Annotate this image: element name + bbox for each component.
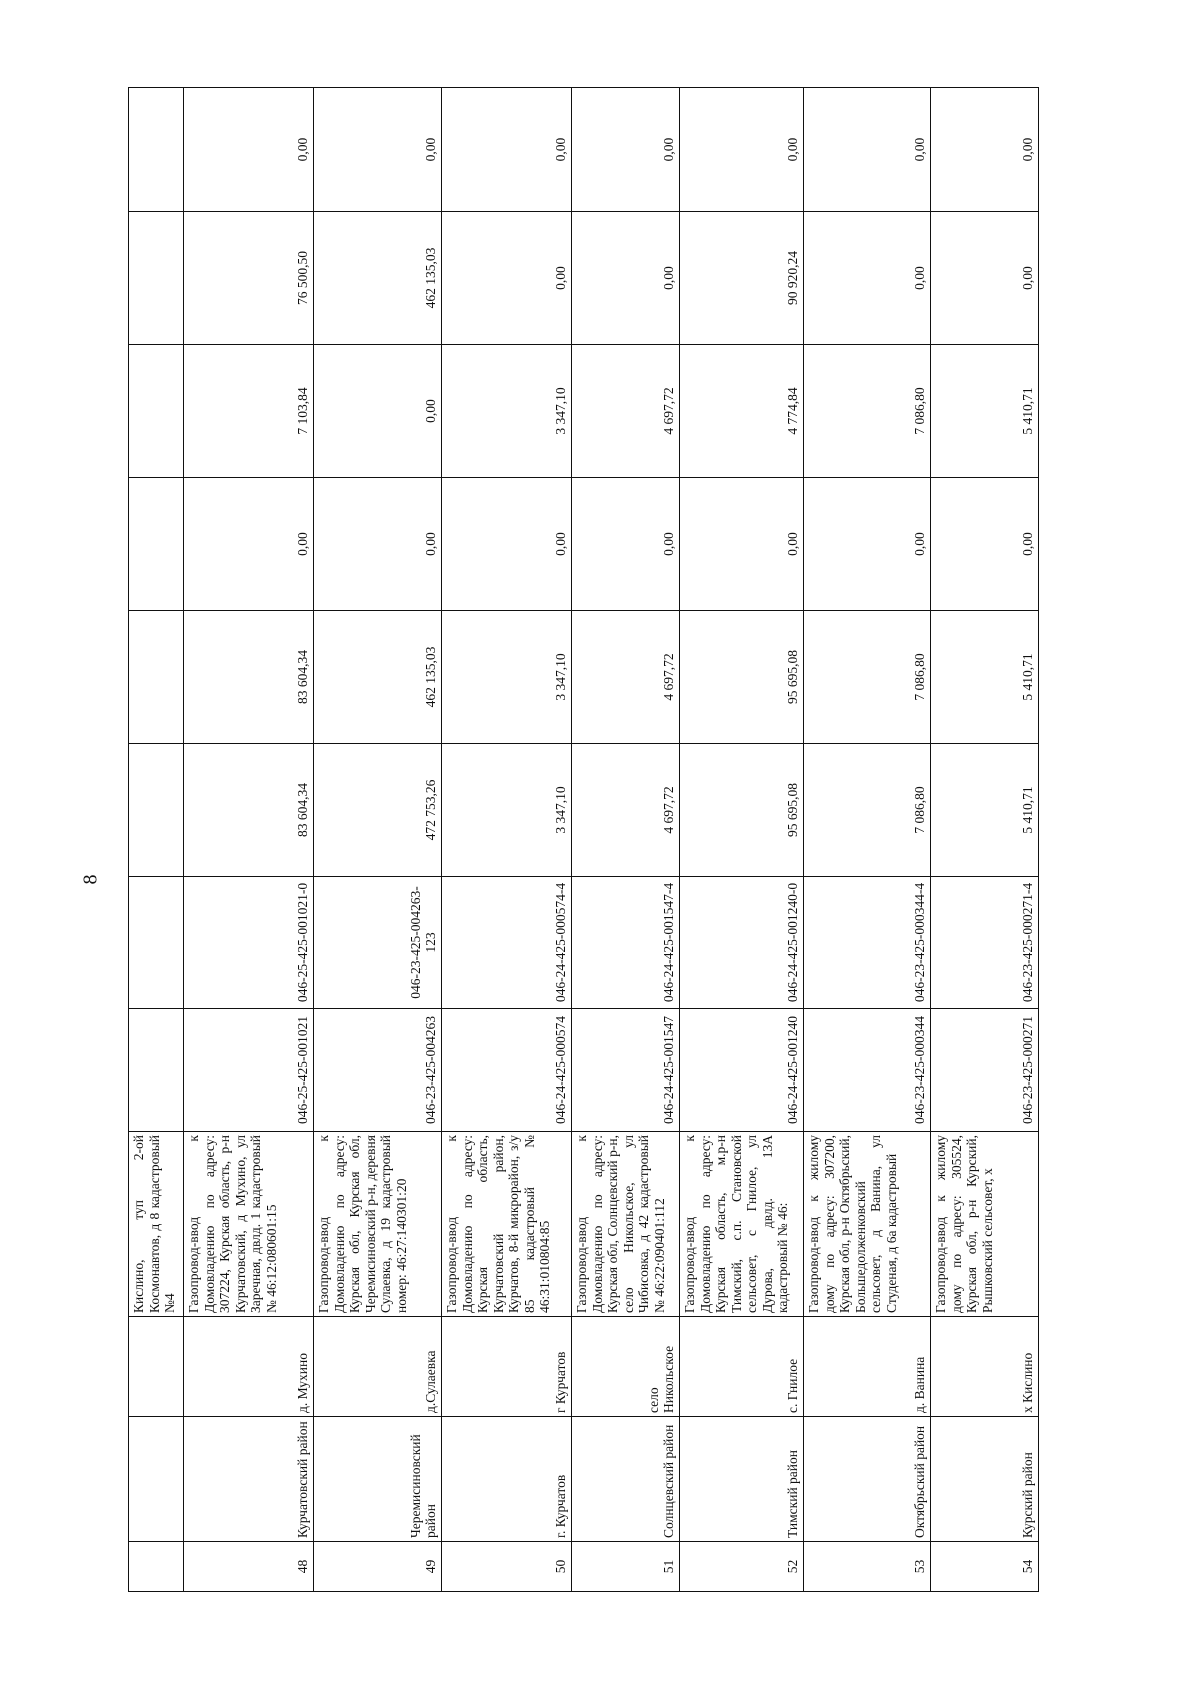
table-row — [184, 88, 314, 1592]
value-5-cell: 0,00 — [804, 212, 931, 345]
locality-cell — [129, 1317, 184, 1417]
value-2-cell: 5 410,71 — [931, 611, 1039, 744]
value-2-cell — [129, 611, 184, 744]
row-number: 53 — [804, 1542, 931, 1592]
address-cell: Газопровод-ввод к Домовладению по адресу: Курская обл, Курская обл, Черемисиновский р-н, деревня Сулаевка, д 19 кадастровый номер: 46:27:140301:20 — [314, 1132, 442, 1317]
locality-cell: д.Сулаевка — [314, 1317, 442, 1417]
value-2-cell: 83 604,34 — [184, 611, 314, 744]
table-row — [314, 88, 442, 1592]
value-3-cell: 0,00 — [442, 478, 572, 611]
value-1-cell — [129, 744, 184, 877]
inventory-number-cell: 046-24-425-000574 — [442, 1009, 572, 1132]
region-cell: Курчатовский район — [184, 1417, 314, 1542]
value-3-cell: 0,00 — [804, 478, 931, 611]
region-cell: Черемисиновский район — [314, 1417, 442, 1542]
value-6-cell: 0,00 — [442, 88, 572, 212]
row-number: 49 — [314, 1542, 442, 1592]
locality-cell: д. Ванина — [804, 1317, 931, 1417]
inventory-number-cell — [129, 1009, 184, 1132]
object-code-cell: 046-24-425-001240-0 — [680, 877, 804, 1009]
inventory-number-cell: 046-23-425-004263 — [314, 1009, 442, 1132]
value-4-cell: 4 774,84 — [680, 345, 804, 478]
value-1-cell: 472 753,26 — [314, 744, 442, 877]
row-number: 51 — [572, 1542, 680, 1592]
region-cell — [129, 1417, 184, 1542]
page-number: 8 — [79, 874, 102, 885]
value-6-cell: 0,00 — [184, 88, 314, 212]
table-row — [572, 88, 680, 1592]
value-1-cell: 83 604,34 — [184, 744, 314, 877]
value-4-cell: 0,00 — [314, 345, 442, 478]
address-cell: Газопровод-ввод к Домовладению по адресу: Курская область, м.р-н Тимский, с.п. Становской сельсовет, с Гнилое, ул Дурова, двлд. 13А кадастровый № 46: — [680, 1132, 804, 1317]
address-cell: Газопровод-ввод к Домовладению по адресу: 307224, Курская область, р-н Курчатовский, д Мухино, ул Заречная, двлд. 1 кадастровый № 46:12:080601:15 — [184, 1132, 314, 1317]
value-5-cell: 0,00 — [442, 212, 572, 345]
object-code-cell: 046-24-425-001547-4 — [572, 877, 680, 1009]
value-4-cell: 7 103,84 — [184, 345, 314, 478]
locality-cell: г Курчатов — [442, 1317, 572, 1417]
row-number: 50 — [442, 1542, 572, 1592]
value-4-cell: 3 347,10 — [442, 345, 572, 478]
table-row — [931, 88, 1039, 1592]
locality-cell: с. Гнилое — [680, 1317, 804, 1417]
address-cell: Газопровод-ввод к жилому дому по адресу: 305524, Курская обл, р-н Курский, Рышковский сельсовет, х — [931, 1132, 1039, 1317]
value-4-cell: 4 697,72 — [572, 345, 680, 478]
value-6-cell: 0,00 — [804, 88, 931, 212]
value-3-cell: 0,00 — [314, 478, 442, 611]
object-code-cell: 046-25-425-001021-0 — [184, 877, 314, 1009]
address-cell: Газопровод-ввод к Домовладению по адресу: Курская область, Курчатовский район, Курчатов, 8-й микрорайон, з/у 85 кадастровый № 46:31:010804:85 — [442, 1132, 572, 1317]
region-cell: Октябрьский район — [804, 1417, 931, 1542]
locality-cell: д. Мухино — [184, 1317, 314, 1417]
value-5-cell: 0,00 — [572, 212, 680, 345]
region-cell: Курский район — [931, 1417, 1039, 1542]
value-5-cell — [129, 212, 184, 345]
value-4-cell: 7 086,80 — [804, 345, 931, 478]
address-cell: Кислино, туп 2-ой Космонавтов, д 8 кадастровый №4 — [129, 1132, 184, 1317]
data-table — [128, 87, 1039, 1592]
value-1-cell: 3 347,10 — [442, 744, 572, 877]
value-6-cell — [129, 88, 184, 212]
inventory-number-cell: 046-24-425-001547 — [572, 1009, 680, 1132]
locality-cell: село Никольское — [572, 1317, 680, 1417]
value-3-cell: 0,00 — [931, 478, 1039, 611]
value-5-cell: 76 500,50 — [184, 212, 314, 345]
table-row — [442, 88, 572, 1592]
value-5-cell: 90 920,24 — [680, 212, 804, 345]
value-1-cell: 95 695,08 — [680, 744, 804, 877]
object-code-cell: 046-23-425-000344-4 — [804, 877, 931, 1009]
row-number: 52 — [680, 1542, 804, 1592]
value-3-cell: 0,00 — [680, 478, 804, 611]
object-code-cell: 046-24-425-000574-4 — [442, 877, 572, 1009]
value-2-cell: 7 086,80 — [804, 611, 931, 744]
value-3-cell: 0,00 — [184, 478, 314, 611]
object-code-cell: 046-23-425-000271-4 — [931, 877, 1039, 1009]
rotated-table-container — [128, 98, 1038, 1592]
value-5-cell: 462 135,03 — [314, 212, 442, 345]
region-cell: Солнцевский район — [572, 1417, 680, 1542]
address-cell: Газопровод-ввод к Домовладению по адресу: Курская обл, Солнцевский р-н, село Никольское, ул Чибисовка, д 42 кадастровый № 46:22:090401:112 — [572, 1132, 680, 1317]
table-row — [804, 88, 931, 1592]
value-6-cell: 0,00 — [680, 88, 804, 212]
table-row — [680, 88, 804, 1592]
table-row — [129, 88, 184, 1592]
value-1-cell: 5 410,71 — [931, 744, 1039, 877]
object-code-cell: 046-23-425-004263-123 — [314, 877, 442, 1009]
value-4-cell — [129, 345, 184, 478]
value-6-cell: 0,00 — [931, 88, 1039, 212]
value-6-cell: 0,00 — [572, 88, 680, 212]
address-cell: Газопровод-ввод к жилому дому по адресу: 307200, Курская обл, р-н Октябрьский, Большедолженковский сельсовет, д Ванина, ул Студеная, д 6а кадастровый — [804, 1132, 931, 1317]
value-2-cell: 462 135,03 — [314, 611, 442, 744]
row-number: 54 — [931, 1542, 1039, 1592]
inventory-number-cell: 046-25-425-001021 — [184, 1009, 314, 1132]
inventory-number-cell: 046-23-425-000271 — [931, 1009, 1039, 1132]
table-body — [129, 88, 1039, 1592]
value-2-cell: 3 347,10 — [442, 611, 572, 744]
value-5-cell: 0,00 — [931, 212, 1039, 345]
region-cell: г. Курчатов — [442, 1417, 572, 1542]
value-4-cell: 5 410,71 — [931, 345, 1039, 478]
value-3-cell — [129, 478, 184, 611]
row-number: 48 — [184, 1542, 314, 1592]
object-code-cell — [129, 877, 184, 1009]
row-number — [129, 1542, 184, 1592]
locality-cell: х Кислино — [931, 1317, 1039, 1417]
value-2-cell: 4 697,72 — [572, 611, 680, 744]
value-3-cell: 0,00 — [572, 478, 680, 611]
inventory-number-cell: 046-23-425-000344 — [804, 1009, 931, 1132]
inventory-number-cell: 046-24-425-001240 — [680, 1009, 804, 1132]
value-6-cell: 0,00 — [314, 88, 442, 212]
value-1-cell: 7 086,80 — [804, 744, 931, 877]
value-2-cell: 95 695,08 — [680, 611, 804, 744]
value-1-cell: 4 697,72 — [572, 744, 680, 877]
region-cell: Тимский район — [680, 1417, 804, 1542]
